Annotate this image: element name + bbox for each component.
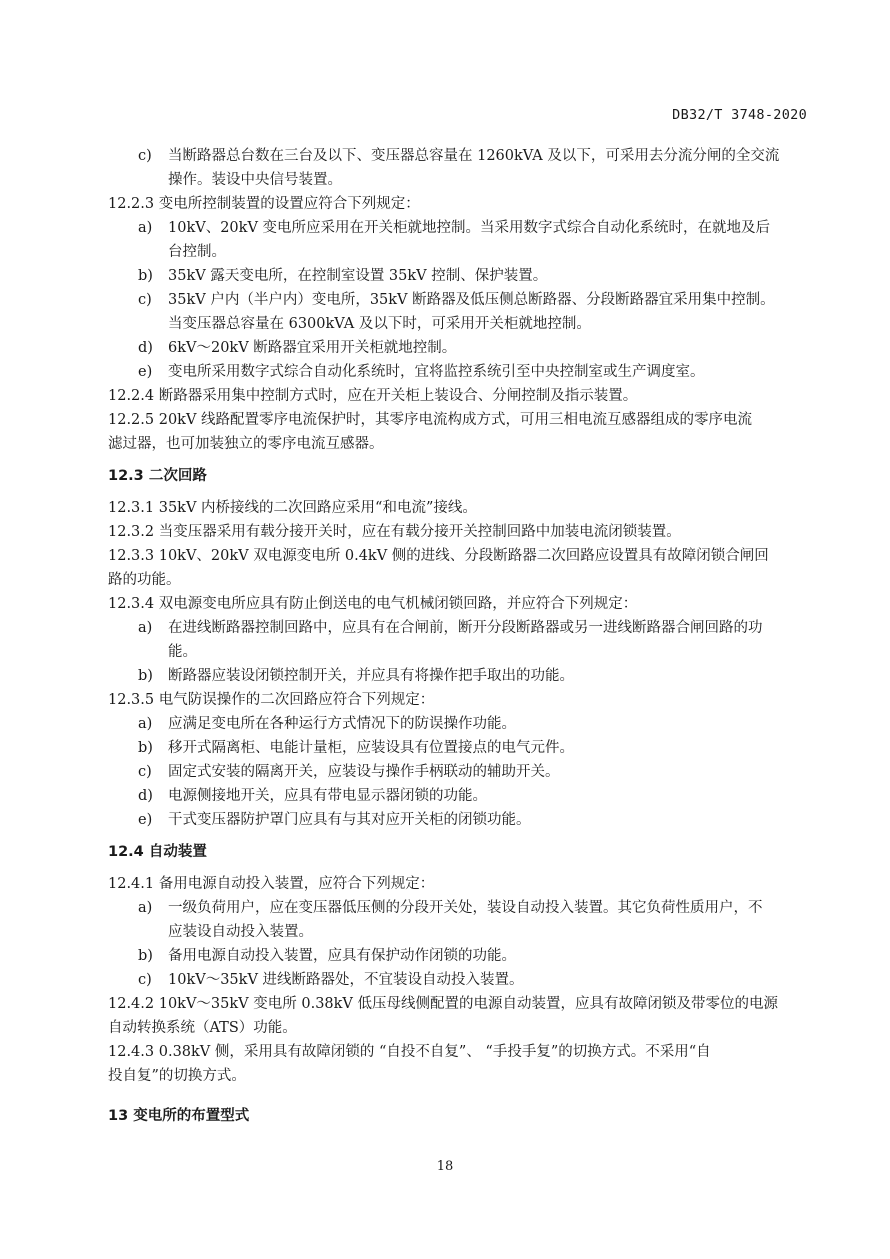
text-line-c-label-2: c) xyxy=(138,292,152,308)
text-line-e3-text: 干式变压器防护罩门应具有与其对应开关柜的闭锁功能。 xyxy=(168,812,531,828)
text-line-s-1233b: 路的功能。 xyxy=(108,572,181,588)
page-number: 18 xyxy=(436,1159,454,1174)
text-line-a4-text: 一级负荷用户，应在变压器低压侧的分段开关处，装设自动投入装置。其它负荷性质用户，不 xyxy=(168,900,763,916)
text-line-s-1231: 12.3.1 35kV 内桥接线的二次回路应采用“和电流”接线。 xyxy=(108,500,477,516)
text-line-s-1225b: 滤过器，也可加装独立的零序电流互感器。 xyxy=(108,436,384,452)
text-line-a-text: 10kV、20kV 变电所应采用在开关柜就地控制。当采用数字式综合自动化系统时，在就地及后 xyxy=(168,220,771,236)
text-line-e-text: 变电所采用数字式综合自动化系统时，宜将监控系统引至中央控制室或生产调度室。 xyxy=(168,364,705,380)
text-line-b2-text: 断路器应装设闭锁控制开关，并应具有将操作把手取出的功能。 xyxy=(168,668,574,684)
text-line-s-1224: 12.2.4 断路器采用集中控制方式时，应在开关柜上装设合、分闸控制及指示装置。 xyxy=(108,388,638,404)
text-line-a4-text-b: 应装设自动投入装置。 xyxy=(168,924,313,940)
text-line-a3-label: a) xyxy=(138,716,153,732)
text-line-a-label: a) xyxy=(138,220,153,236)
text-line-e3-label: e) xyxy=(138,812,153,828)
text-line-d-label: d) xyxy=(138,340,153,356)
text-line-b3-text: 移开式隔离柜、电能计量柜，应装设具有位置接点的电气元件。 xyxy=(168,740,574,756)
text-line-d3-label: d) xyxy=(138,788,153,804)
text-line-b2-label: b) xyxy=(138,668,153,684)
text-line-a3-text: 应满足变电所在各种运行方式情况下的防误操作功能。 xyxy=(168,716,516,732)
text-line-e-label: e) xyxy=(138,364,153,380)
document-code: DB32/T 3748-2020 xyxy=(672,107,807,123)
text-line-c3-label: c) xyxy=(138,764,152,780)
text-line-s-1235: 12.3.5 电气防误操作的二次回路应符合下列规定： xyxy=(108,692,435,708)
text-line-a2-text-b: 能。 xyxy=(168,644,197,660)
text-line-d3-text: 电源侧接地开关，应具有带电显示器闭锁的功能。 xyxy=(168,788,487,804)
text-line-s-1232: 12.3.2 当变压器采用有载分接开关时，应在有载分接开关控制回路中加装电流闭锁装置。 xyxy=(108,524,681,540)
text-line-h-13: 13 变电所的布置型式 xyxy=(108,1108,250,1124)
text-line-b4-label: b) xyxy=(138,948,153,964)
text-line-c4-label: c) xyxy=(138,972,152,988)
text-line-s-1233: 12.3.3 10kV、20kV 双电源变电所 0.4kV 侧的进线、分段断路器二次回路应设置具有故障闭锁合闸回 xyxy=(108,548,769,564)
text-line-b4-text: 备用电源自动投入装置，应具有保护动作闭锁的功能。 xyxy=(168,948,516,964)
text-line-a2-label: a) xyxy=(138,620,153,636)
text-line-c-label-1: c) xyxy=(138,148,152,164)
text-line-a4-label: a) xyxy=(138,900,153,916)
text-line-s-1242b: 自动转换系统（ATS）功能。 xyxy=(108,1020,297,1036)
text-line-s-1243b: 投自复”的切换方式。 xyxy=(108,1068,246,1084)
text-line-s-1223: 12.2.3 变电所控制装置的设置应符合下列规定： xyxy=(108,196,420,212)
text-line-c4-text: 10kV～35kV 进线断路器处，不宜装设自动投入装置。 xyxy=(168,972,524,988)
text-line-a2-text: 在进线断路器控制回路中，应具有在合闸前，断开分段断路器或另一进线断路器合闸回路的功 xyxy=(168,620,763,636)
text-line-c3-text: 固定式安装的隔离开关，应装设与操作手柄联动的辅助开关。 xyxy=(168,764,560,780)
text-line-c-text-2b: 当变压器总容量在 6300kVA 及以下时，可采用开关柜就地控制。 xyxy=(168,316,591,332)
text-line-c-text-2: 35kV 户内（半户内）变电所，35kV 断路器及低压侧总断路器、分段断路器宜采用集中控制。 xyxy=(168,292,775,308)
text-line-a-text-b: 台控制。 xyxy=(168,244,226,260)
text-line-c-text-1b: 操作。装设中央信号装置。 xyxy=(168,172,342,188)
text-line-s-1234: 12.3.4 双电源变电所应具有防止倒送电的电气机械闭锁回路，并应符合下列规定： xyxy=(108,596,638,612)
text-line-s-1243: 12.4.3 0.38kV 侧，采用具有故障闭锁的 “自投不自复”、 “手投手复”的切换方式。不采用“自 xyxy=(108,1044,711,1060)
text-line-h-123: 12.3 二次回路 xyxy=(108,468,207,484)
text-line-s-1242: 12.4.2 10kV～35kV 变电所 0.38kV 低压母线侧配置的电源自动装置，应具有故障闭锁及带零位的电源 xyxy=(108,996,779,1012)
text-line-d-text: 6kV～20kV 断路器宜采用开关柜就地控制。 xyxy=(168,340,457,356)
text-line-b-text: 35kV 露天变电所，在控制室设置 35kV 控制、保护装置。 xyxy=(168,268,548,284)
text-line-s-1225: 12.2.5 20kV 线路配置零序电流保护时，其零序电流构成方式，可用三相电流互感器组成的零序电流 xyxy=(108,412,753,428)
text-line-b3-label: b) xyxy=(138,740,153,756)
text-line-c-text-1: 当断路器总台数在三台及以下、变压器总容量在 1260kVA 及以下，可采用去分流分闸的全交流 xyxy=(168,148,780,164)
text-line-b-label: b) xyxy=(138,268,153,284)
text-line-s-1241: 12.4.1 备用电源自动投入装置，应符合下列规定： xyxy=(108,876,435,892)
text-line-h-124: 12.4 自动装置 xyxy=(108,844,207,860)
